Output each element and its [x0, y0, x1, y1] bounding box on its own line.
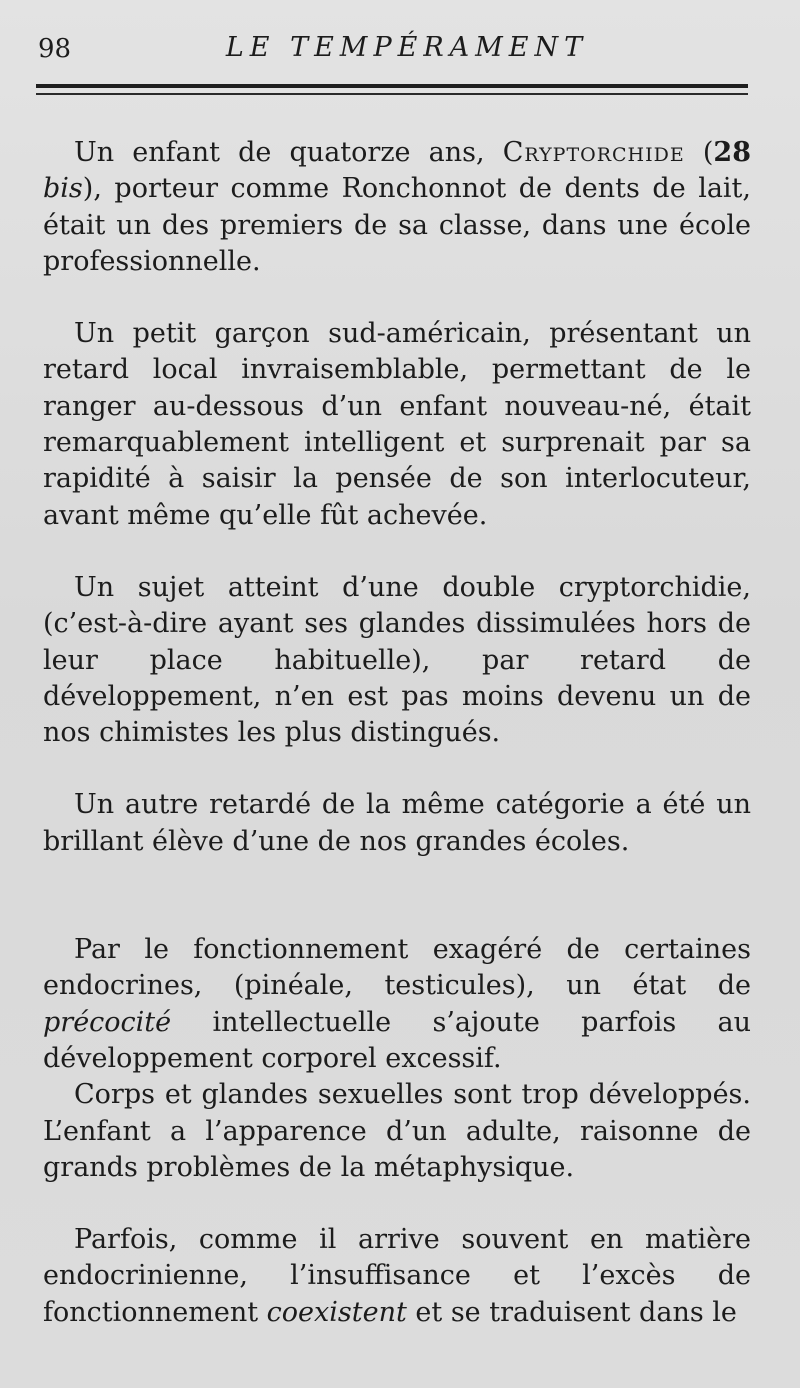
paragraph-sud-americain: Un petit garçon sud-américain, présentant un retard local invraisemblable, permettant de le ranger au-dessous d’un enfant nouveau-né, était remarquablement intelligent et surprenait par sa rapidité à saisir la pensée de son interlocuteur, avant même qu’elle fût achevée.: [43, 318, 751, 531]
paragraph-text: Par le fonctionnement exagéré de certaines endocrines, (pinéale, testicules), un état de: [43, 934, 751, 1002]
reference-suffix: bis: [43, 173, 83, 205]
italic-term: précocité: [43, 1006, 172, 1038]
paragraph-parfois: [43, 1222, 751, 1331]
italic-term: coexistent: [266, 1296, 407, 1328]
paragraph-text: Parfois, comme il arrive souvent en matière endocrinienne, l’insuffisance et l’excès de fonctionnement: [43, 1224, 751, 1328]
header-rule-thin: [36, 93, 748, 95]
running-head: [38, 28, 750, 68]
paragraph-cryptorchide: [43, 135, 751, 280]
paragraph-corps-glandes: Corps et glandes sexuelles sont trop développés. L’enfant a l’apparence d’un adulte, raisonne de grands problèmes de la métaphysique.: [43, 1079, 751, 1183]
paragraph-text: ), porteur comme Ronchonnot de dents de lait, était un des premiers de sa classe, dans une école professionnelle.: [43, 173, 751, 277]
paragraph-precocite: [43, 932, 751, 1077]
paragraph-double-cryptorchidie: Un sujet atteint d’une double cryptorchidie, (c’est-à-dire ayant ses glandes dissimulées hors de leur place habituelle), par retard de développement, n’en est pas moins devenu un de nos chimistes les plus distingués.: [43, 571, 751, 749]
body-text: [43, 135, 751, 1331]
paragraph-text: et se traduisent dans le: [406, 1296, 737, 1328]
header-rule-thick: [36, 84, 748, 88]
paragraph-text: (: [702, 137, 714, 168]
case-name-small-caps: Cryptorchide: [502, 137, 685, 168]
running-title: LE TEMPÉRAMENT: [225, 32, 589, 63]
reference-number: 28: [713, 137, 751, 168]
page-number: 98: [38, 34, 72, 64]
paragraph-text: intellectuelle s’ajoute parfois au développement corporel excessif.: [43, 1006, 751, 1074]
paragraph-text: Un enfant de quatorze ans,: [74, 137, 503, 168]
paragraph-autre-retarde: Un autre retardé de la même catégorie a été un brillant élève d’une de nos grandes écoles.: [43, 789, 751, 857]
